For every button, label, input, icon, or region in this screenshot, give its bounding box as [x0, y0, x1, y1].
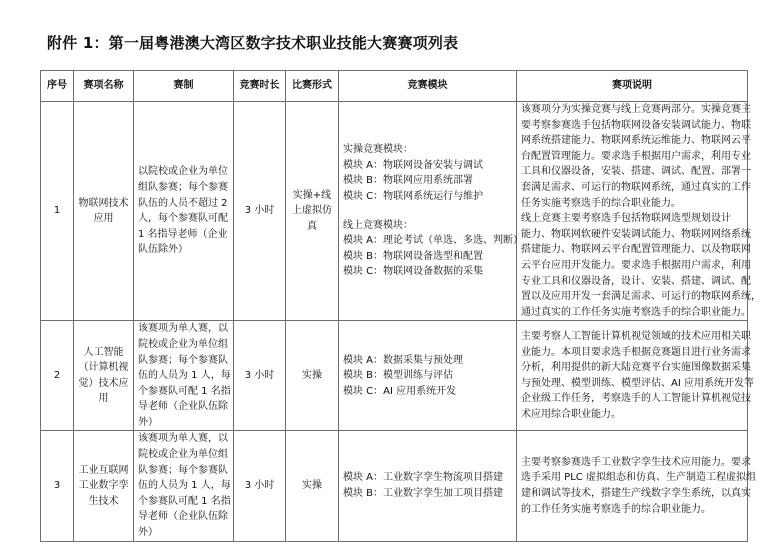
cell-line: 主要考察人工智能计算机视觉领域的技术应用相关职 — [521, 331, 751, 343]
cell-line: 模块 A：工业数字孪生物流项目搭建 — [343, 472, 504, 484]
row-format — [134, 321, 234, 431]
cell-line: 业能力。本项目要求选手根据竞赛题目进行业务需求 — [521, 346, 751, 358]
cell-line: 院校或企业为单位组 — [138, 449, 228, 461]
cell-line: 该赛项为单人赛，以 — [138, 433, 228, 445]
cell-line: 组队参赛；每个参赛 — [138, 181, 228, 193]
row-description — [517, 321, 754, 431]
row-description — [517, 431, 756, 541]
row-modules — [339, 102, 524, 321]
cell-line: 实操 — [302, 370, 322, 382]
cell-line: 工业互联网 — [78, 464, 129, 476]
cell-line: 人工智能 — [83, 346, 124, 358]
cell-line: 模块 A：理论考试（单选、多选、判断） — [343, 235, 524, 247]
row-no: 2 — [41, 321, 74, 431]
cell-line: 线上竞赛模块： — [343, 219, 413, 231]
row-modules — [339, 321, 517, 431]
cell-line: 人，每个参赛队可配 — [138, 213, 228, 225]
cell-line: 该赛项分为实操竞赛与线上竞赛两部分。实操竞赛主 — [521, 104, 751, 115]
row-no: 3 — [41, 431, 74, 541]
cell-line: 的工作任务实施考察选手的综合职业能力。 — [521, 503, 711, 515]
cell-line: 伍的人员为 1 人，每 — [138, 480, 231, 492]
header-duration: 竞赛时长 — [234, 71, 286, 102]
cell-line: 以院校或企业为单位 — [138, 166, 228, 178]
cell-line: 队伍的人员不超过 2 — [138, 197, 228, 209]
row-event-name — [74, 431, 134, 541]
row-no: 1 — [41, 102, 74, 321]
row-duration: 3 小时 — [234, 321, 286, 431]
cell-line: 与预处理、模型训练、模型评估、AI 应用系统开发等 — [521, 377, 754, 389]
cell-line: 网系统搭建能力、物联网系统运维能力、物联网云平 — [521, 135, 751, 147]
row-mode — [286, 431, 339, 541]
row-duration: 3 小时 — [234, 102, 286, 321]
row-event-name — [74, 321, 134, 431]
cell-line: 术应用综合职业能力。 — [521, 409, 621, 421]
cell-line: 个参赛队可配 1 名指 — [138, 495, 231, 507]
cell-line: 队伍除外） — [138, 244, 188, 256]
cell-line: 专业工具和仪器设备，设计、安装、搭建、调试、配 — [521, 275, 751, 287]
cell-line: 队参赛；每个参赛队 — [138, 464, 228, 476]
cell-line: 模块 B：物联网应用系统部署 — [343, 175, 474, 187]
row-duration: 3 小时 — [234, 431, 286, 541]
row-mode — [286, 321, 339, 431]
cell-line: 物联网技术 — [78, 197, 129, 209]
cell-line: 云平台应用开发能力。要求选手根据用户需求，利用 — [521, 259, 751, 271]
table-header-row — [41, 71, 748, 102]
table-row — [41, 431, 748, 541]
cell-line: 模块 A：物联网设备安装与调试 — [343, 159, 484, 171]
cell-line: 模块 B：物联网设备选型和配置 — [343, 250, 484, 262]
cell-line: 要考察参赛选手包括物联网设备安装调试能力、物联 — [521, 119, 751, 131]
row-description — [517, 102, 761, 321]
cell-line: 实操竞赛模块： — [343, 144, 413, 156]
cell-line: 工业数字孪 — [78, 480, 129, 492]
cell-line: 用 — [98, 393, 109, 405]
row-format — [134, 102, 234, 321]
cell-line: 任务实施考察选手的综合职业能力。 — [521, 197, 681, 209]
cell-line: 1 名指导老师（企业 — [138, 228, 228, 240]
cell-line: 实操+线 — [292, 189, 332, 201]
cell-line: 模块 B：模型训练与评估 — [343, 370, 454, 382]
cell-line: 建和调试等技术，搭建生产线数字孪生系统，以真实 — [521, 488, 751, 500]
cell-line: 真 — [307, 220, 317, 232]
header-mode: 比赛形式 — [286, 71, 339, 102]
cell-line: 上虚拟仿 — [292, 205, 332, 217]
cell-line: 导老师（企业队伍除 — [138, 511, 228, 523]
cell-line: 该赛项为单人赛，以 — [138, 323, 228, 335]
header-modules: 竞赛模块 — [339, 71, 517, 102]
cell-line: 台配置管理能力。要求选手根据用户需求，利用专业 — [521, 150, 751, 162]
header-event-name: 赛项名称 — [74, 71, 134, 102]
cell-line: 线上竞赛主要考察选手包括物联网选型规划设计 — [521, 213, 731, 225]
cell-line: 工具和仪器设备，安装、搭建、调试、配置、部署一 — [521, 166, 751, 178]
cell-line: 置以及应用开发一套满足需求、可运行的物联网系统， — [521, 291, 761, 303]
row-modules — [339, 431, 517, 541]
cell-line: 企业级工作任务，考察选手的人工智能计算机视觉技 — [521, 393, 751, 405]
cell-line: 生技术 — [88, 495, 119, 507]
cell-line: 模块 B：工业数字孪生加工项目搭建 — [343, 488, 504, 500]
cell-line: 选手采用 PLC 虚拟组态和仿真、生产制造工程虚拟组 — [521, 472, 756, 484]
cell-line: 模块 C：AI 应用系统开发 — [343, 385, 457, 397]
cell-line: 模块 A：数据采集与预处理 — [343, 354, 464, 366]
cell-line: 伍的人员为 1 人，每 — [138, 370, 231, 382]
header-no: 序号 — [41, 71, 74, 102]
cell-line: 分析，利用提供的新大陆竞赛平台实施图像数据采集 — [521, 362, 751, 374]
cell-line: 模块 C：物联网设备数据的采集 — [343, 266, 484, 278]
cell-line: 能力、物联网软硬件安装调试能力、物联网网络系统 — [521, 228, 751, 240]
cell-line: 外） — [138, 527, 158, 539]
row-format — [134, 431, 234, 541]
page-title: 附件 1：第一届粤港澳大湾区数字技术职业技能大赛赛项列表 — [47, 34, 459, 52]
cell-line: 实操 — [302, 480, 322, 492]
cell-line: 导老师（企业队伍除 — [138, 401, 228, 413]
table-row — [41, 321, 748, 431]
cell-line: 主要考察参赛选手工业数字孪生技术应用能力。要求 — [521, 456, 751, 468]
cell-line: 觉）技术应 — [78, 377, 129, 389]
cell-line: 通过真实的工作任务实施考察选手的综合职业能力。 — [521, 306, 751, 318]
cell-line: （计算机视 — [78, 362, 129, 374]
cell-line: 应用 — [93, 213, 114, 225]
row-event-name — [74, 102, 134, 321]
table-row — [41, 102, 748, 321]
cell-line: 队参赛；每个参赛队 — [138, 354, 228, 366]
cell-line: 搭建能力、物联网云平台配置管理能力、以及物联网 — [521, 244, 751, 256]
cell-line: 个参赛队可配 1 名指 — [138, 385, 231, 397]
cell-line: 模块 C：物联网系统运行与维护 — [343, 191, 484, 203]
cell-line: 套满足需求、可运行的物联网系统，通过真实的工作 — [521, 181, 751, 193]
row-mode — [286, 102, 339, 321]
cell-line: 外） — [138, 416, 158, 428]
cell-line — [343, 205, 512, 218]
header-description: 赛项说明 — [517, 71, 748, 102]
header-format: 赛制 — [134, 71, 234, 102]
cell-line: 院校或企业为单位组 — [138, 338, 228, 350]
competition-table — [40, 70, 761, 542]
